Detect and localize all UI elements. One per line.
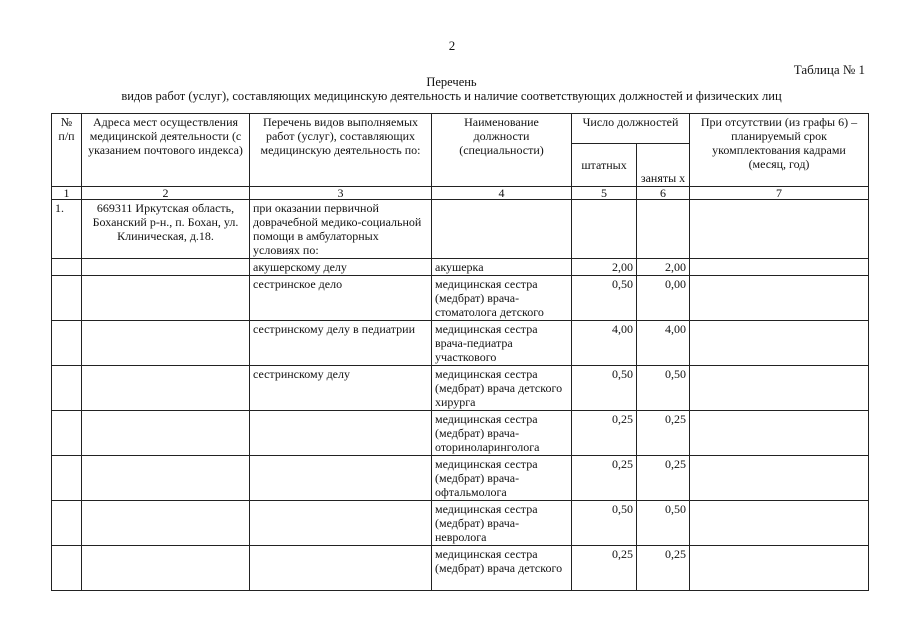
- table-row: [52, 366, 869, 411]
- header-staff: штатных: [572, 144, 637, 187]
- header-occupied: заняты х: [637, 144, 690, 187]
- address-cell: [82, 321, 250, 366]
- row-number: [52, 546, 82, 591]
- term-cell: [690, 411, 869, 456]
- term-cell: [690, 456, 869, 501]
- row-number: 1.: [52, 200, 82, 259]
- table-row: [52, 259, 869, 276]
- term-cell: [690, 366, 869, 411]
- occupied-count-cell: 4,00: [637, 321, 690, 366]
- document-title: [0, 75, 903, 103]
- service-cell: [250, 456, 432, 501]
- page-number: 2: [448, 38, 456, 53]
- header-position: Наименование должности (специальности): [432, 114, 572, 187]
- address-cell: [82, 276, 250, 321]
- position-cell: медицинская сестра врача-педиатра участкового: [432, 321, 572, 366]
- term-cell: [690, 200, 869, 259]
- column-number-6: 6: [637, 187, 690, 200]
- term-cell: [690, 276, 869, 321]
- occupied-count-cell: 0,25: [637, 546, 690, 591]
- position-cell: [432, 200, 572, 259]
- column-number-7: 7: [690, 187, 869, 200]
- column-number-3: 3: [250, 187, 432, 200]
- row-number: [52, 456, 82, 501]
- address-cell: [82, 259, 250, 276]
- table-row: [52, 501, 869, 546]
- address-cell: [82, 411, 250, 456]
- occupied-count-cell: 2,00: [637, 259, 690, 276]
- table-row: [52, 456, 869, 501]
- service-cell: [250, 411, 432, 456]
- table-row: [52, 546, 869, 591]
- header-row-1: [52, 114, 869, 144]
- row-number: [52, 411, 82, 456]
- occupied-count-cell: 0,00: [637, 276, 690, 321]
- term-cell: [690, 259, 869, 276]
- header-num: № п/п: [52, 114, 82, 187]
- staff-count-cell: 0,50: [572, 366, 637, 411]
- table-row: [52, 321, 869, 366]
- staff-count-cell: 0,25: [572, 456, 637, 501]
- term-cell: [690, 321, 869, 366]
- position-cell: медицинская сестра (медбрат) врача детского: [432, 546, 572, 591]
- position-cell: медицинская сестра (медбрат) врача-стоматолога детского: [432, 276, 572, 321]
- position-cell: акушерка: [432, 259, 572, 276]
- position-cell: медицинская сестра (медбрат) врача-офтальмолога: [432, 456, 572, 501]
- column-number-4: 4: [432, 187, 572, 200]
- row-number: [52, 501, 82, 546]
- term-cell: [690, 546, 869, 591]
- column-number-1: 1: [52, 187, 82, 200]
- title-line-2: видов работ (услуг), составляющих медицинскую деятельность и наличие соответствующих должностей и физических лиц: [121, 89, 782, 103]
- header-address: Адреса мест осуществления медицинской деятельности (с указанием почтового индекса): [82, 114, 250, 187]
- staff-count-cell: 0,25: [572, 546, 637, 591]
- service-cell: при оказании первичной доврачебной медико-социальной помощи в амбулаторных условиях по:: [250, 200, 432, 259]
- staff-count-cell: 0,25: [572, 411, 637, 456]
- staff-count-cell: 4,00: [572, 321, 637, 366]
- service-cell: акушерскому делу: [250, 259, 432, 276]
- table-row: [52, 200, 869, 259]
- column-numbers-row: [52, 187, 869, 200]
- occupied-count-cell: 0,50: [637, 366, 690, 411]
- position-cell: медицинская сестра (медбрат) врача-оториноларинголога: [432, 411, 572, 456]
- address-cell: [82, 456, 250, 501]
- service-cell: сестринскому делу: [250, 366, 432, 411]
- header-term: При отсутствии (из графы 6) – планируемый срок укомплектования кадрами (месяц, год): [690, 114, 869, 187]
- staff-count-cell: [572, 200, 637, 259]
- row-number: [52, 321, 82, 366]
- header-services: Перечень видов выполняемых работ (услуг), составляющих медицинскую деятельность по:: [250, 114, 432, 187]
- header-positions-count: Число должностей: [572, 114, 690, 144]
- staff-count-cell: 0,50: [572, 276, 637, 321]
- staff-count-cell: 2,00: [572, 259, 637, 276]
- column-number-5: 5: [572, 187, 637, 200]
- address-cell: 669311 Иркутская область, Боханский р-н., п. Бохан, ул. Клиническая, д.18.: [82, 200, 250, 259]
- address-cell: [82, 501, 250, 546]
- address-cell: [82, 546, 250, 591]
- table-row: [52, 276, 869, 321]
- position-cell: медицинская сестра (медбрат) врача-невролога: [432, 501, 572, 546]
- occupied-count-cell: 0,50: [637, 501, 690, 546]
- table-row: [52, 411, 869, 456]
- term-cell: [690, 501, 869, 546]
- row-number: [52, 259, 82, 276]
- title-line-1: Перечень: [426, 75, 477, 89]
- row-number: [52, 276, 82, 321]
- service-cell: [250, 546, 432, 591]
- address-cell: [82, 366, 250, 411]
- staff-count-cell: 0,50: [572, 501, 637, 546]
- position-cell: медицинская сестра (медбрат) врача детского хирурга: [432, 366, 572, 411]
- service-cell: сестринскому делу в педиатрии: [250, 321, 432, 366]
- occupied-count-cell: [637, 200, 690, 259]
- service-cell: [250, 501, 432, 546]
- row-number: [52, 366, 82, 411]
- column-number-2: 2: [82, 187, 250, 200]
- occupied-count-cell: 0,25: [637, 411, 690, 456]
- occupied-count-cell: 0,25: [637, 456, 690, 501]
- service-cell: сестринское дело: [250, 276, 432, 321]
- table-label: Таблица № 1: [793, 62, 865, 77]
- services-table: [51, 113, 869, 591]
